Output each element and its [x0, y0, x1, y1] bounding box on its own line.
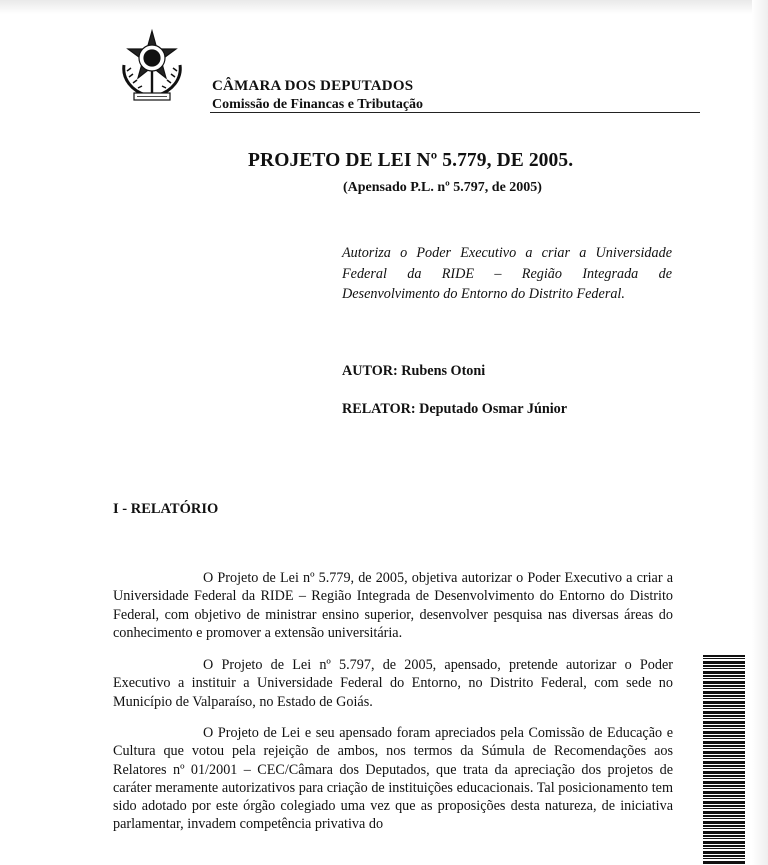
- report-paragraph: O Projeto de Lei nº 5.797, de 2005, apensado, pretende autorizar o Poder Executivo a instituir a Universidade Federal do Entorno, no Distrito Federal, com sede no Município de Valparaíso, no Estado de Goiás.: [113, 657, 673, 710]
- commission-name: Comissão de Financas e Tributação: [212, 97, 424, 112]
- attached-bill: (Apensado P.L. nº 5.797, de 2005): [343, 180, 542, 195]
- chamber-name: CÂMARA DOS DEPUTADOS: [212, 78, 414, 94]
- brazil-coat-of-arms-icon: [118, 27, 186, 105]
- page-top-edge: [0, 0, 768, 14]
- bill-relator: RELATOR: Deputado Osmar Júnior: [342, 401, 568, 417]
- document-header: [212, 78, 423, 113]
- header-divider: [210, 112, 700, 113]
- report-paragraph: O Projeto de Lei e seu apensado foram apreciados pela Comissão de Educação e Cultura que votou pela rejeição de ambos, nos termos da Súmula de Recomendações aos Relatores nº 01/2001 – CEC/Câmara dos Deputados, que trata da apreciação dos projetos de caráter meramente autorizativos para criação de instituições educacionais. Tal posicionamento tem sido adotado por este órgão colegiado uma vez que as proposições desta natureza, de iniciativa parlamentar, invadem competência privativa do: [113, 725, 673, 833]
- barcode-icon: [703, 655, 745, 865]
- page-right-edge: [752, 0, 768, 865]
- bill-author: AUTOR: Rubens Otoni: [342, 363, 486, 379]
- report-paragraph: O Projeto de Lei nº 5.779, de 2005, objetiva autorizar o Poder Executivo a criar a Universidade Federal da RIDE – Região Integrada de Desenvolvimento do Entorno do Distrito Federal, com objetivo de ministrar ensino superior, desenvolver pesquisa nas diversas áreas do conhecimento e promover a extensão universitária.: [113, 570, 673, 641]
- section-heading: I - RELATÓRIO: [113, 501, 219, 517]
- bill-summary: Autoriza o Poder Executivo a criar a Universidade Federal da RIDE – Região Integrada de Desenvolvimento do Entorno do Distrito Federal.: [342, 245, 672, 302]
- bill-title: PROJETO DE LEI Nº 5.779, DE 2005.: [248, 150, 574, 171]
